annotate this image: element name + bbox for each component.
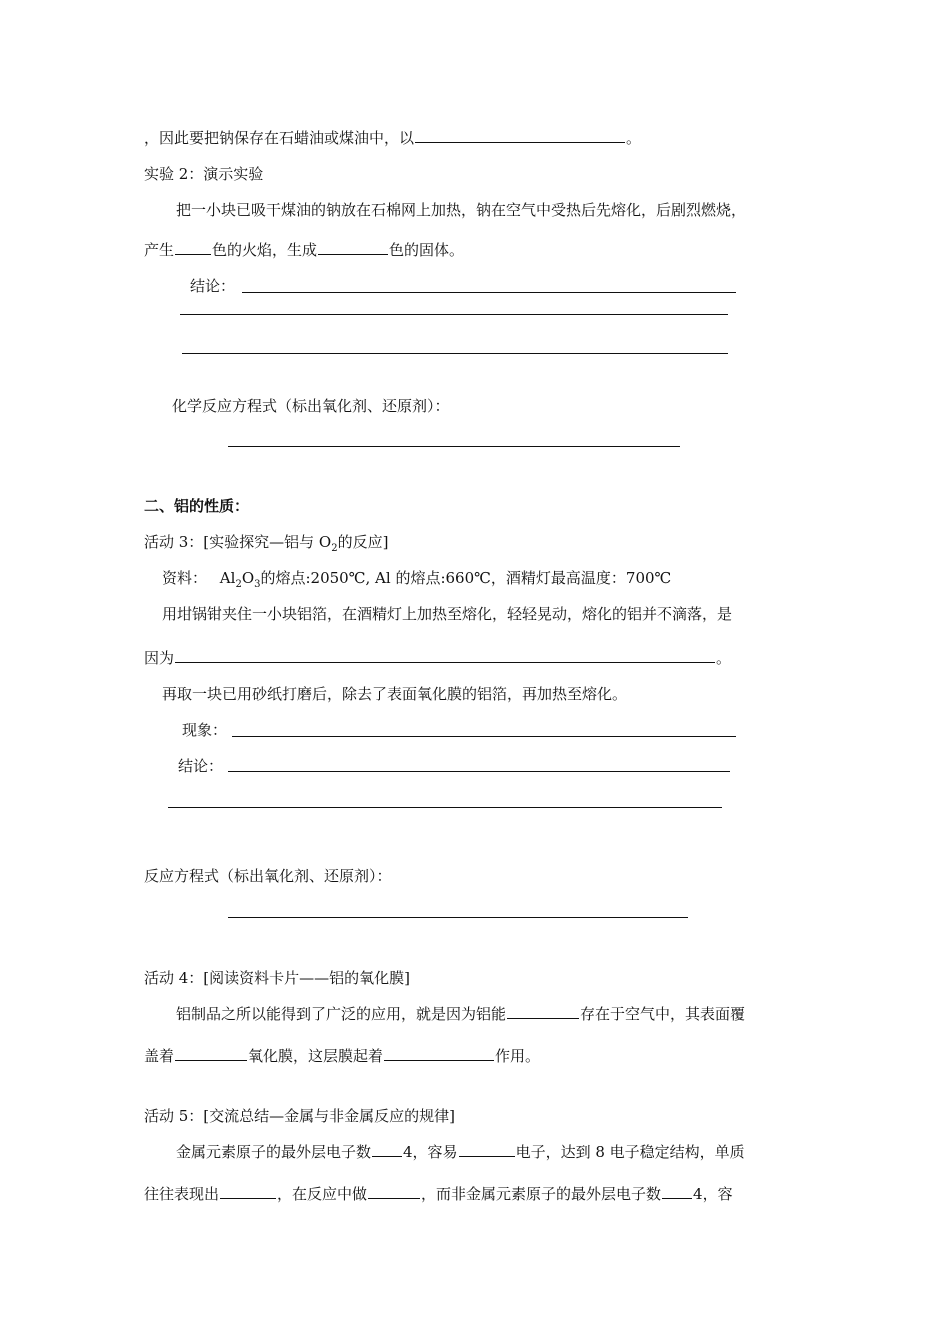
answer-line[interactable] — [228, 771, 730, 772]
text-line — [144, 128, 641, 148]
text-segment: 因为 — [144, 649, 175, 667]
text-segment: 色的火焰，生成 — [212, 241, 318, 259]
text-segment: 产生 — [144, 241, 175, 259]
subscript: 2 — [331, 543, 338, 554]
equation-label: 反应方程式（标出氧化剂、还原剂）： — [144, 867, 392, 885]
answer-blank[interactable] — [175, 648, 715, 663]
activity-title — [144, 532, 388, 559]
answer-blank[interactable] — [368, 1184, 420, 1199]
conclusion-label: 结论： — [178, 757, 224, 775]
conclusion-label: 结论： — [190, 277, 236, 295]
paragraph-line — [144, 240, 464, 260]
data-label: 资料： — [162, 569, 208, 587]
paragraph-line — [144, 1046, 540, 1066]
paragraph-line: 再取一块已用砂纸打磨后，除去了表面氧化膜的铝箔，再加热至熔化。 — [162, 685, 628, 703]
sentence-text: ，因此要把钠保存在石蜡油或煤油中，以 — [144, 129, 415, 147]
text-segment: 4，容易 — [403, 1143, 458, 1161]
answer-line[interactable] — [228, 446, 680, 447]
text-segment: 金属元素原子的最外层电子数 — [176, 1143, 372, 1161]
sentence-end: 。 — [626, 129, 642, 147]
section-heading: 二、铝的性质： — [144, 497, 250, 515]
data-text: 的熔点:2050℃, Al 的熔点:660℃，酒精灯最高温度：700℃ — [260, 569, 672, 587]
answer-blank[interactable] — [318, 240, 388, 255]
text-segment: ，在反应中做 — [277, 1185, 368, 1203]
answer-blank[interactable] — [415, 128, 625, 143]
text-segment: 氧化膜，这层膜起着 — [248, 1047, 384, 1065]
answer-blank[interactable] — [175, 1046, 247, 1061]
text-segment: 存在于空气中，其表面覆 — [580, 1005, 746, 1023]
answer-blank[interactable] — [662, 1184, 692, 1199]
equation-label: 化学反应方程式（标出氧化剂、还原剂）： — [172, 397, 450, 415]
title-text: 活动 3：[实验探究—铝与 O — [144, 533, 332, 551]
text-segment: 色的固体。 — [389, 241, 465, 259]
answer-line[interactable] — [232, 736, 736, 737]
formula-part: O — [241, 569, 255, 587]
paragraph-line — [144, 648, 731, 668]
paragraph-line — [176, 1004, 745, 1024]
paragraph-line: 把一小块已吸干煤油的钠放在石棉网上加热，钠在空气中受热后先熔化，后剧烈燃烧， — [176, 201, 747, 219]
text-segment: 铝制品之所以能得到了广泛的应用，就是因为铝能 — [176, 1005, 507, 1023]
text-segment: 作用。 — [495, 1047, 541, 1065]
answer-line[interactable] — [242, 292, 736, 293]
answer-blank[interactable] — [459, 1142, 515, 1157]
text-segment: 4，容 — [693, 1185, 733, 1203]
text-segment: 。 — [716, 649, 732, 667]
title-text: 的反应] — [337, 533, 389, 551]
paragraph-line: 用坩锅钳夹住一小块铝箔，在酒精灯上加热至熔化，轻轻晃动，熔化的铝并不滴落，是 — [162, 605, 733, 623]
subscript: 3 — [254, 579, 261, 590]
text-segment: 电子，达到 8 电子稳定结构，单质 — [515, 1143, 745, 1161]
paragraph-line — [144, 1184, 733, 1204]
phenomenon-label: 现象： — [182, 721, 228, 739]
answer-blank[interactable] — [372, 1142, 402, 1157]
paragraph-line — [176, 1142, 745, 1162]
data-line — [162, 568, 671, 595]
answer-line[interactable] — [228, 917, 688, 918]
text-segment: 盖着 — [144, 1047, 175, 1065]
formula — [219, 569, 261, 590]
text-segment: 往往表现出 — [144, 1185, 220, 1203]
activity-title: 活动 4：[阅读资料卡片——铝的氧化膜] — [144, 969, 411, 987]
answer-line[interactable] — [182, 353, 728, 354]
answer-blank[interactable] — [220, 1184, 276, 1199]
activity-title: 活动 5：[交流总结—金属与非金属反应的规律] — [144, 1107, 456, 1125]
formula-part: Al — [219, 569, 236, 587]
answer-blank[interactable] — [507, 1004, 579, 1019]
answer-line[interactable] — [168, 807, 722, 808]
subscript: 2 — [235, 579, 242, 590]
answer-blank[interactable] — [384, 1046, 494, 1061]
experiment-title: 实验 2：演示实验 — [144, 165, 264, 183]
answer-blank[interactable] — [175, 240, 211, 255]
answer-line[interactable] — [180, 314, 728, 315]
text-segment: ，而非金属元素原子的最外层电子数 — [421, 1185, 662, 1203]
